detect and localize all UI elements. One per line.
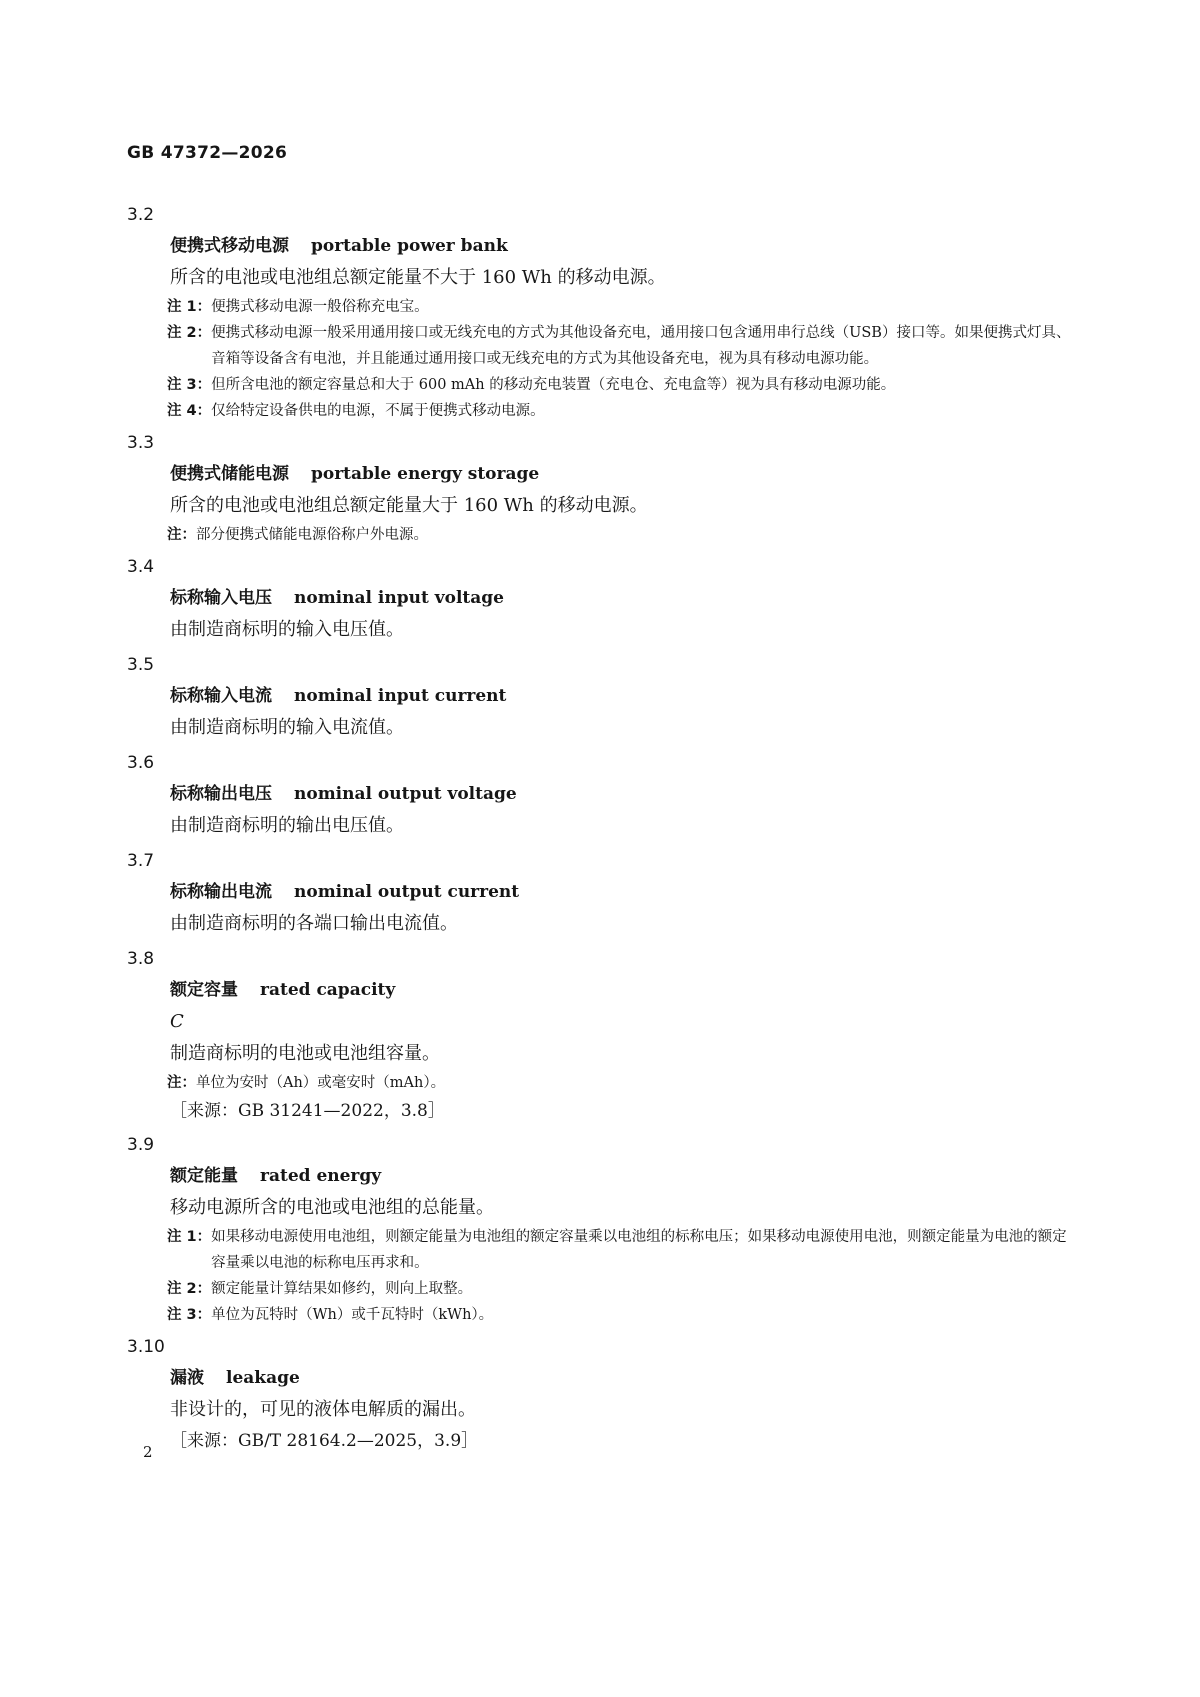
term-heading bbox=[170, 1362, 1077, 1394]
note-text: 仅给特定设备供电的电源，不属于便携式移动电源。 bbox=[211, 403, 545, 419]
term-note bbox=[167, 320, 1077, 372]
term-english: leakage bbox=[226, 1368, 300, 1388]
note-text: 但所含电池的额定容量总和大于 600 mAh 的移动充电装置（充电仓、充电盒等）视为具有移动电源功能。 bbox=[211, 377, 896, 393]
term-source: ［来源：GB 31241—2022，3.8］ bbox=[170, 1101, 445, 1121]
term-heading bbox=[170, 458, 1077, 490]
term-definition: 由制造商标明的输入电压值。 bbox=[170, 619, 404, 640]
term-definition: 由制造商标明的输出电压值。 bbox=[170, 815, 404, 836]
term-entry bbox=[127, 1332, 1077, 1456]
term-entry bbox=[127, 428, 1077, 548]
term-entry bbox=[127, 944, 1077, 1126]
term-chinese: 标称输入电流 bbox=[170, 686, 272, 706]
term-chinese: 标称输出电流 bbox=[170, 882, 272, 902]
term-number: 3.6 bbox=[127, 753, 155, 773]
term-entry bbox=[127, 650, 1077, 744]
term-number: 3.5 bbox=[127, 655, 155, 675]
term-chinese: 便携式移动电源 bbox=[170, 236, 289, 256]
term-entry bbox=[127, 846, 1077, 940]
document-id-header: GB 47372—2026 bbox=[127, 143, 288, 163]
terms-list bbox=[127, 200, 1077, 1460]
term-definition: 非设计的，可见的液体电解质的漏出。 bbox=[170, 1399, 476, 1420]
term-heading bbox=[170, 230, 1077, 262]
note-text: 部分便携式储能电源俗称户外电源。 bbox=[196, 527, 428, 543]
term-english: rated capacity bbox=[260, 980, 396, 1000]
note-text: 单位为瓦特时（Wh）或千瓦特时（kWh）。 bbox=[211, 1307, 494, 1323]
term-note bbox=[167, 372, 1077, 398]
note-label: 注 2： bbox=[167, 325, 212, 341]
note-text: 便携式移动电源一般俗称充电宝。 bbox=[211, 299, 429, 315]
term-definition: 移动电源所含的电池或电池组的总能量。 bbox=[170, 1197, 494, 1218]
term-note bbox=[167, 1224, 1077, 1276]
term-note bbox=[167, 294, 1077, 320]
term-definition: 由制造商标明的各端口输出电流值。 bbox=[170, 913, 458, 934]
note-text: 便携式移动电源一般采用通用接口或无线充电的方式为其他设备充电，通用接口包含通用串行总线（USB）接口等。如果便携式灯具、音箱等设备含有电池，并且能通过通用接口或无线充电的方式为其他设备充电，视为具有移动电源功能。 bbox=[211, 325, 1071, 367]
note-label: 注： bbox=[167, 1075, 196, 1091]
note-text: 单位为安时（Ah）或毫安时（mAh）。 bbox=[196, 1075, 446, 1091]
term-english: nominal output voltage bbox=[294, 784, 517, 804]
term-heading bbox=[170, 778, 1077, 810]
note-label: 注： bbox=[167, 527, 196, 543]
term-source: ［来源：GB/T 28164.2—2025，3.9］ bbox=[170, 1431, 479, 1451]
term-english: nominal input current bbox=[294, 686, 507, 706]
term-chinese: 额定能量 bbox=[170, 1166, 238, 1186]
note-label: 注 4： bbox=[167, 403, 212, 419]
note-label: 注 1： bbox=[167, 1229, 212, 1245]
term-chinese: 额定容量 bbox=[170, 980, 238, 1000]
term-english: nominal input voltage bbox=[294, 588, 504, 608]
term-note bbox=[167, 1070, 1077, 1096]
term-number: 3.7 bbox=[127, 851, 155, 871]
term-number: 3.9 bbox=[127, 1135, 155, 1155]
term-definition: 由制造商标明的输入电流值。 bbox=[170, 717, 404, 738]
term-chinese: 漏液 bbox=[170, 1368, 204, 1388]
term-number: 3.3 bbox=[127, 433, 155, 453]
note-label: 注 1： bbox=[167, 299, 212, 315]
note-label: 注 3： bbox=[167, 1307, 212, 1323]
note-text: 如果移动电源使用电池组，则额定能量为电池组的额定容量乘以电池组的标称电压；如果移动电源使用电池，则额定能量为电池的额定容量乘以电池的标称电压再求和。 bbox=[211, 1229, 1067, 1271]
term-english: rated energy bbox=[260, 1166, 382, 1186]
term-chinese: 标称输出电压 bbox=[170, 784, 272, 804]
term-note bbox=[167, 1302, 1077, 1328]
term-note bbox=[167, 522, 1077, 548]
term-english: nominal output current bbox=[294, 882, 520, 902]
page-number: 2 bbox=[143, 1443, 153, 1461]
term-entry bbox=[127, 200, 1077, 424]
term-heading bbox=[170, 876, 1077, 908]
term-number: 3.8 bbox=[127, 949, 155, 969]
term-note bbox=[167, 398, 1077, 424]
term-chinese: 标称输入电压 bbox=[170, 588, 272, 608]
term-heading bbox=[170, 680, 1077, 712]
term-heading bbox=[170, 1160, 1077, 1192]
note-text: 额定能量计算结果如修约，则向上取整。 bbox=[211, 1281, 473, 1297]
term-english: portable power bank bbox=[311, 236, 508, 256]
term-definition: 制造商标明的电池或电池组容量。 bbox=[170, 1043, 440, 1064]
term-symbol: C bbox=[170, 1011, 184, 1032]
term-number: 3.4 bbox=[127, 557, 155, 577]
term-number: 3.2 bbox=[127, 205, 155, 225]
term-number: 3.10 bbox=[127, 1337, 165, 1357]
term-entry bbox=[127, 552, 1077, 646]
term-chinese: 便携式储能电源 bbox=[170, 464, 289, 484]
note-label: 注 3： bbox=[167, 377, 212, 393]
term-note bbox=[167, 1276, 1077, 1302]
term-definition: 所含的电池或电池组总额定能量不大于 160 Wh 的移动电源。 bbox=[170, 267, 666, 288]
note-label: 注 2： bbox=[167, 1281, 212, 1297]
term-heading bbox=[170, 974, 1077, 1006]
term-heading bbox=[170, 582, 1077, 614]
term-entry bbox=[127, 1130, 1077, 1328]
term-entry bbox=[127, 748, 1077, 842]
term-english: portable energy storage bbox=[311, 464, 540, 484]
term-definition: 所含的电池或电池组总额定能量大于 160 Wh 的移动电源。 bbox=[170, 495, 648, 516]
